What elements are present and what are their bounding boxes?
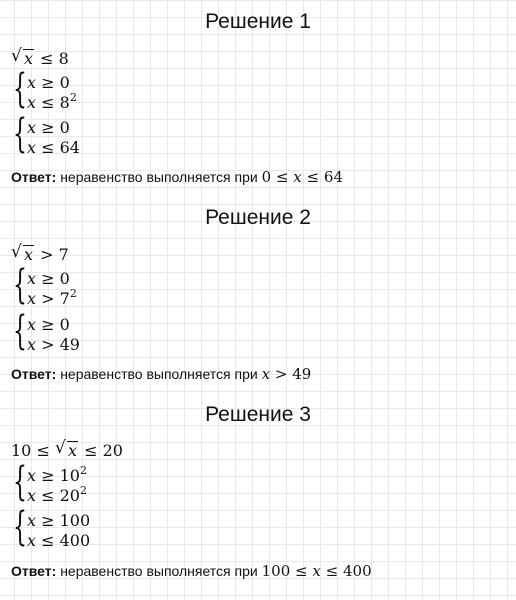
left-brace-icon: { [13, 308, 27, 354]
solution-3-title: Решение 3 [205, 403, 311, 426]
system-row: $x \le 20^2$ [27, 484, 87, 505]
inequality-right: ≤ 8 [40, 49, 69, 68]
sqrt-expression [54, 438, 78, 460]
system-row: x ≥ 0 [27, 118, 70, 137]
system-row: x ≥ 100 [27, 511, 91, 530]
radicand-variable: x [24, 245, 34, 264]
inequality-right: > 7 [40, 245, 69, 264]
left-brace-icon: { [13, 262, 27, 308]
left-brace-icon: { [13, 504, 27, 550]
radical-sign-icon: √ [11, 242, 22, 262]
answer-text: неравенство выполняется при [60, 563, 258, 579]
answer-math: 0 ≤ x ≤ 64 [261, 168, 343, 186]
system-row: $x \ge 10^2$ [27, 464, 87, 485]
system-row: x ≥ 0 [27, 315, 70, 334]
radical-sign-icon: √ [11, 46, 22, 66]
system-row: x > 49 [27, 335, 80, 354]
left-brace-icon: { [13, 111, 27, 157]
answer-text: неравенство выполняется при [60, 169, 258, 185]
solution-2-title: Решение 2 [205, 206, 311, 229]
radical-sign-icon: √ [54, 438, 66, 458]
radicand-variable: x [67, 441, 77, 460]
system-row: $x > 7^2$ [27, 287, 77, 308]
solution-3-answer [11, 562, 372, 580]
system-row: x ≤ 64 [27, 138, 80, 157]
system-row: $x \le 8^2$ [27, 91, 77, 112]
inequality-right: ≤ 20 [84, 441, 123, 460]
inequality-left: 10 ≤ [11, 441, 50, 460]
answer-label: Ответ: [11, 169, 57, 185]
system-row: x ≥ 0 [27, 269, 70, 288]
solution-2-answer [11, 365, 311, 383]
answer-text: неравенство выполняется при [60, 366, 258, 382]
answer-math: x > 49 [261, 365, 312, 383]
answer-label: Ответ: [11, 366, 57, 382]
answer-label: Ответ: [11, 563, 57, 579]
system-row: x ≤ 400 [27, 531, 91, 550]
radicand-variable: x [24, 49, 34, 68]
solution-1-title: Решение 1 [205, 10, 311, 33]
solution-1-answer [11, 168, 343, 186]
left-brace-icon: { [13, 459, 27, 505]
answer-math: 100 ≤ x ≤ 400 [261, 562, 372, 580]
solution-3-inequality [11, 438, 123, 460]
left-brace-icon: { [13, 66, 27, 112]
system-row: x ≥ 0 [27, 73, 70, 92]
